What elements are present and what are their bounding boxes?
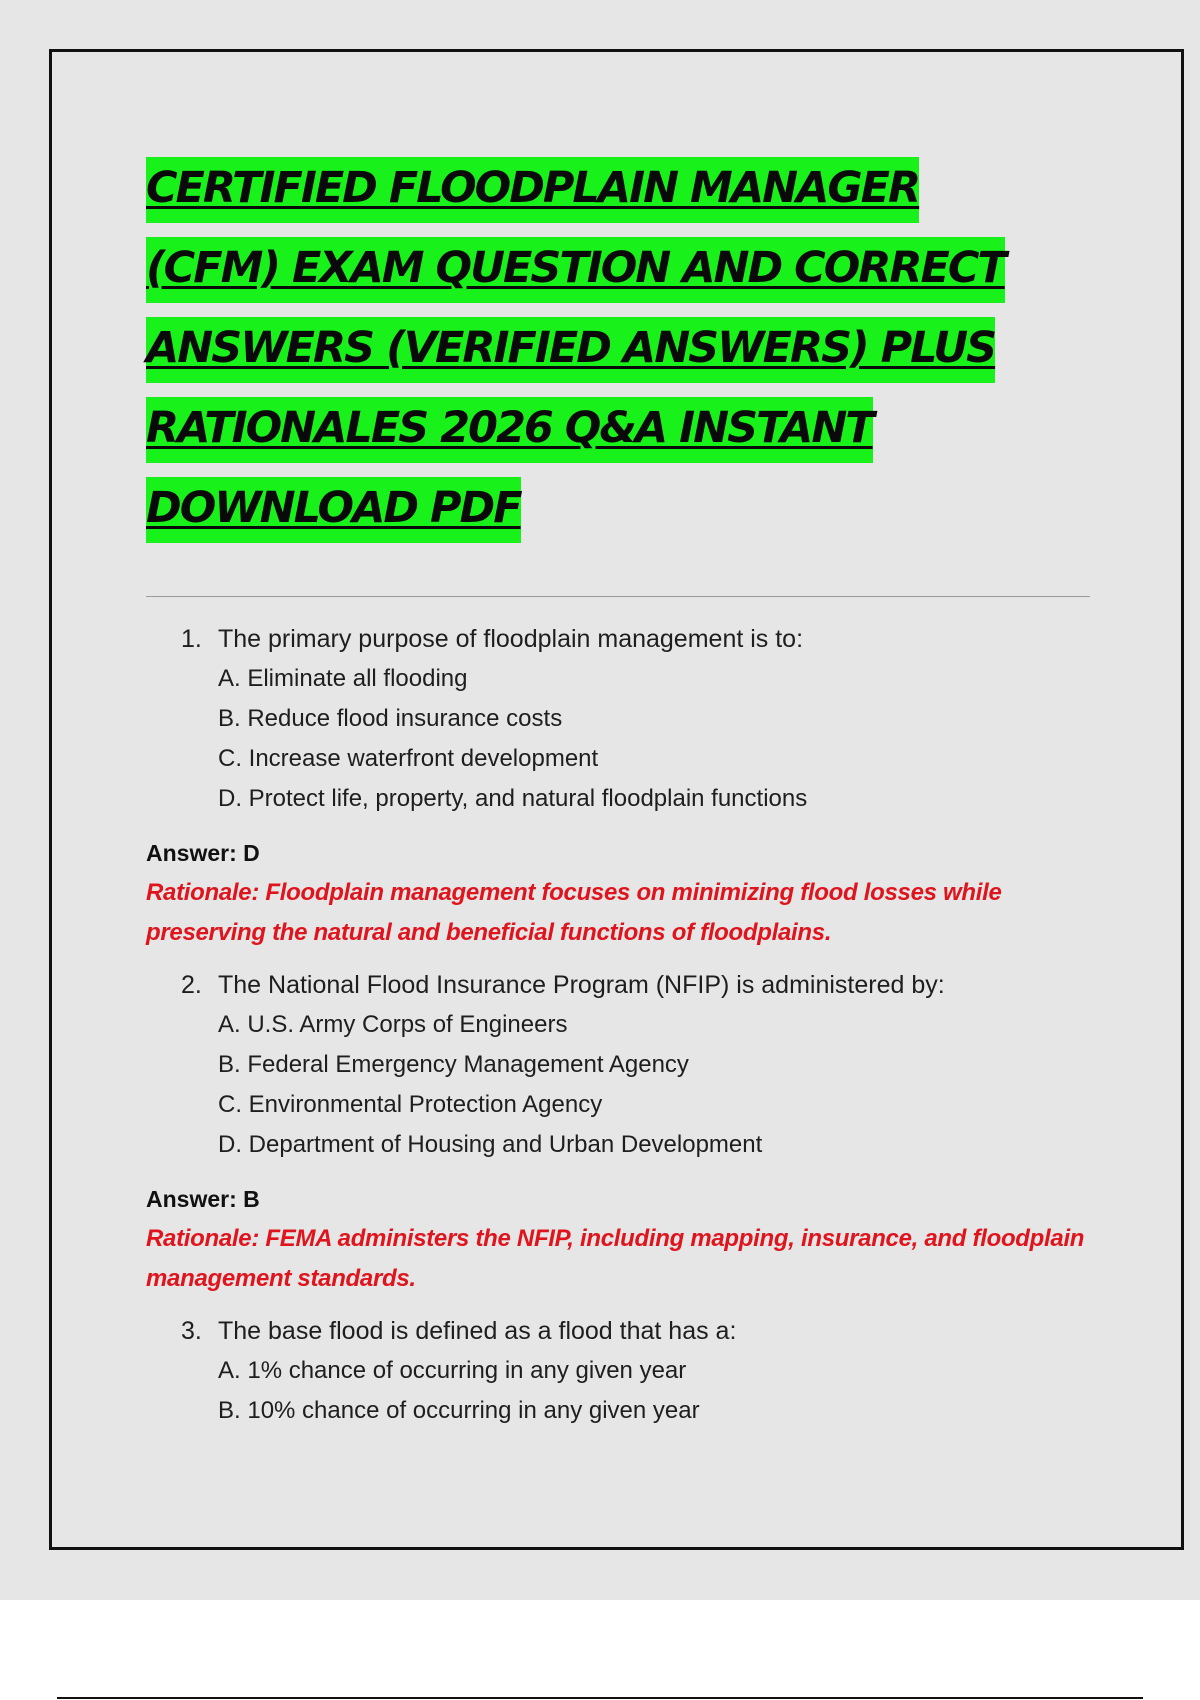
answer-option: A. 1% chance of occurring in any given year xyxy=(218,1357,687,1384)
answer-rationale: Rationale: FEMA administers the NFIP, including mapping, insurance, and floodplain management standards. xyxy=(146,1225,1085,1292)
correct-answer: Answer: B xyxy=(146,1186,260,1212)
question-text xyxy=(146,619,1090,659)
answer-option: C. Increase waterfront development xyxy=(218,745,599,772)
answer-option: A. U.S. Army Corps of Engineers xyxy=(218,1011,568,1038)
title-line: DOWNLOAD PDF xyxy=(146,477,521,543)
correct-answer: Answer: D xyxy=(146,840,260,866)
answer-option: B. Federal Emergency Management Agency xyxy=(218,1051,689,1078)
question-1 xyxy=(146,619,1090,953)
question-text xyxy=(146,965,1090,1005)
title-line: RATIONALES 2026 Q&A INSTANT xyxy=(146,397,873,463)
answer-option: A. Eliminate all flooding xyxy=(218,665,468,692)
document-title xyxy=(146,148,1090,548)
answer-option: B. Reduce flood insurance costs xyxy=(218,705,563,732)
section-divider xyxy=(146,596,1090,597)
answer-option: D. Department of Housing and Urban Development xyxy=(218,1131,763,1158)
question-number: 1. xyxy=(181,625,202,653)
document-content xyxy=(146,148,1090,1431)
title-line: CERTIFIED FLOODPLAIN MANAGER xyxy=(146,157,919,223)
answer-option: C. Environmental Protection Agency xyxy=(218,1091,603,1118)
question-text xyxy=(146,1311,1090,1351)
question-3 xyxy=(146,1311,1090,1431)
question-stem: The primary purpose of floodplain management is to: xyxy=(218,625,804,653)
answer-option: D. Protect life, property, and natural floodplain functions xyxy=(218,785,808,812)
title-line: (CFM) EXAM QUESTION AND CORRECT xyxy=(146,237,1005,303)
answer-rationale: Rationale: Floodplain management focuses on minimizing flood losses while preserving the natural and beneficial functions of floodplains. xyxy=(146,879,1002,946)
question-number: 2. xyxy=(181,971,202,999)
question-stem: The base flood is defined as a flood that has a: xyxy=(218,1317,737,1345)
question-2 xyxy=(146,965,1090,1299)
title-line: ANSWERS (VERIFIED ANSWERS) PLUS xyxy=(146,317,995,383)
question-number: 3. xyxy=(181,1317,202,1345)
answer-option: B. 10% chance of occurring in any given year xyxy=(218,1397,700,1424)
question-stem: The National Flood Insurance Program (NFIP) is administered by: xyxy=(218,971,945,999)
next-page-edge-line xyxy=(57,1697,1143,1699)
